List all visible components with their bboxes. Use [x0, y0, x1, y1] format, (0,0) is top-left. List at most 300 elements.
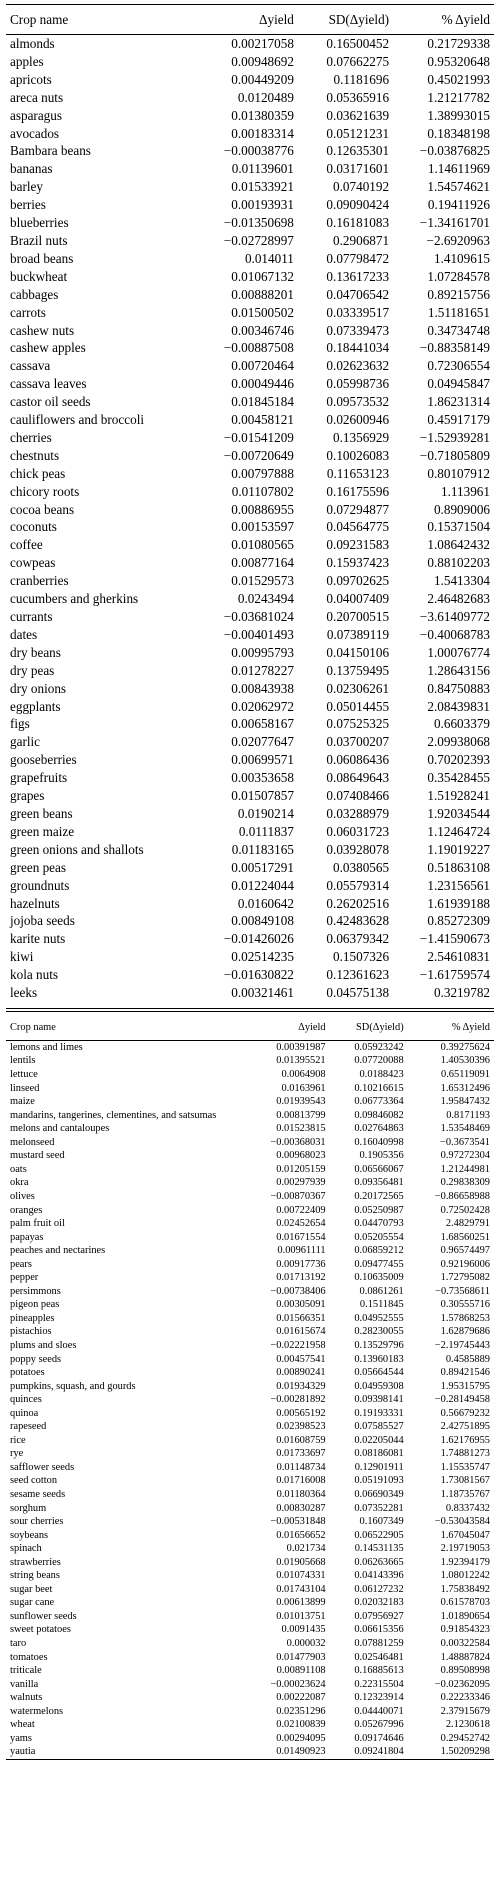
- cell-dyield: 0.00353658: [231, 770, 294, 786]
- cell-dyield: 0.00297939: [276, 1177, 326, 1189]
- cell-dyield: −0.00720649: [223, 447, 294, 463]
- table-row: [6, 1488, 494, 1502]
- cell-sd-dyield: 0.14531135: [354, 1543, 404, 1555]
- cell-crop-name: coconuts: [10, 519, 57, 535]
- cell-dyield: 0.01533921: [231, 179, 294, 195]
- cell-pct-dyield: 0.22233346: [440, 1692, 490, 1704]
- table-row: [6, 823, 494, 841]
- cell-dyield: 0.0120489: [237, 89, 294, 105]
- cell-dyield: 0.01490923: [276, 1746, 326, 1758]
- cell-pct-dyield: 1.4109615: [433, 250, 490, 266]
- column-header-crop-name: Crop name: [6, 5, 201, 35]
- cell-crop-name: cowpeas: [10, 555, 56, 571]
- cell-pct-dyield: 2.08439831: [427, 698, 490, 714]
- table-row: [6, 590, 494, 608]
- cell-dyield: 0.00346746: [231, 322, 294, 338]
- cell-crop-name: persimmons: [10, 1285, 61, 1297]
- cell-pct-dyield: 0.88102203: [427, 555, 490, 571]
- cell-sd-dyield: 0.05923242: [354, 1041, 404, 1053]
- cell-pct-dyield: 0.65119091: [441, 1069, 490, 1081]
- cell-dyield: 0.01139601: [231, 161, 294, 177]
- cell-crop-name: sesame seeds: [10, 1488, 66, 1500]
- cell-crop-name: cauliflowers and broccoli: [10, 412, 145, 428]
- table-row: [6, 196, 494, 214]
- cell-sd-dyield: 0.09477455: [354, 1258, 404, 1270]
- cell-sd-dyield: 0.03928078: [326, 841, 390, 857]
- cell-pct-dyield: 1.08012242: [440, 1570, 490, 1582]
- cell-sd-dyield: 0.09702625: [326, 573, 390, 589]
- table-row: [6, 1040, 494, 1054]
- table-row: [6, 1461, 494, 1475]
- cell-sd-dyield: 0.06127232: [354, 1583, 404, 1595]
- cell-pct-dyield: 1.38993015: [427, 107, 490, 123]
- cell-pct-dyield: 1.75838492: [440, 1583, 490, 1595]
- table-row: [6, 1339, 494, 1353]
- cell-dyield: 0.01013751: [276, 1610, 326, 1622]
- cell-sd-dyield: 0.16181083: [326, 215, 390, 231]
- cell-crop-name: tomatoes: [10, 1651, 48, 1663]
- table-row: [6, 662, 494, 680]
- cell-sd-dyield: 0.05365916: [326, 89, 390, 105]
- table-row: [6, 1285, 494, 1299]
- cell-dyield: 0.00968023: [276, 1150, 326, 1162]
- cell-sd-dyield: 0.06690349: [354, 1488, 404, 1500]
- cell-dyield: 0.0091435: [281, 1624, 326, 1636]
- table-row: [6, 178, 494, 196]
- cell-pct-dyield: −0.88358149: [419, 340, 490, 356]
- cell-sd-dyield: 0.12323914: [354, 1692, 404, 1704]
- cell-sd-dyield: 0.1607349: [359, 1516, 404, 1528]
- cell-dyield: 0.00890241: [276, 1367, 326, 1379]
- cell-dyield: 0.00565192: [276, 1407, 326, 1419]
- cell-pct-dyield: 0.92196006: [440, 1258, 490, 1270]
- cell-pct-dyield: 1.113961: [441, 483, 490, 499]
- cell-pct-dyield: 1.28643156: [427, 662, 490, 678]
- cell-dyield: 0.00886955: [231, 501, 294, 517]
- cell-crop-name: safflower seeds: [10, 1461, 75, 1473]
- cell-crop-name: pepper: [10, 1272, 39, 1284]
- cell-crop-name: avocados: [10, 125, 60, 141]
- table-row: [6, 268, 494, 286]
- cell-pct-dyield: 1.68560251: [440, 1231, 490, 1243]
- table-row: [6, 1678, 494, 1692]
- cell-dyield: 0.00305091: [276, 1299, 326, 1311]
- cell-dyield: 0.014011: [244, 250, 294, 266]
- cell-crop-name: green maize: [10, 823, 75, 839]
- cell-crop-name: watermelons: [10, 1705, 64, 1717]
- cell-pct-dyield: 1.61939188: [427, 895, 490, 911]
- cell-sd-dyield: 0.08186081: [354, 1448, 404, 1460]
- cell-sd-dyield: 0.02600946: [326, 412, 390, 428]
- cell-crop-name: karite nuts: [10, 931, 66, 947]
- table-row: [6, 107, 494, 125]
- cell-sd-dyield: 0.0188423: [359, 1069, 404, 1081]
- cell-pct-dyield: 1.65312496: [440, 1082, 490, 1094]
- table-row: [6, 1122, 494, 1136]
- cell-pct-dyield: −0.40068783: [419, 626, 490, 642]
- table-row: [6, 1637, 494, 1651]
- cell-crop-name: kiwi: [10, 949, 34, 965]
- table-header-row: [6, 1016, 494, 1041]
- cell-sd-dyield: 0.12361623: [326, 967, 390, 983]
- cell-sd-dyield: 0.26202516: [326, 895, 390, 911]
- cell-crop-name: pears: [10, 1258, 32, 1270]
- cell-sd-dyield: 0.05267996: [354, 1719, 404, 1731]
- cell-dyield: 0.00813799: [276, 1109, 326, 1121]
- cell-sd-dyield: 0.07339473: [326, 322, 390, 338]
- cell-pct-dyield: −1.52939281: [419, 429, 490, 445]
- cell-crop-name: walnuts: [10, 1692, 43, 1704]
- cell-dyield: 0.00849108: [231, 913, 294, 929]
- cell-dyield: 0.01107802: [231, 483, 294, 499]
- cell-crop-name: pumpkins, squash, and gourds: [10, 1380, 136, 1392]
- cell-dyield: 0.01500502: [231, 304, 294, 320]
- table-separator-double-rule: [6, 1008, 494, 1012]
- cell-sd-dyield: 0.06086436: [326, 752, 390, 768]
- cell-pct-dyield: 1.95315795: [440, 1380, 490, 1392]
- cell-dyield: 0.01743104: [276, 1583, 326, 1595]
- cell-dyield: −0.02728997: [223, 232, 294, 248]
- cell-dyield: 0.01934329: [276, 1380, 326, 1392]
- cell-crop-name: groundnuts: [10, 877, 70, 893]
- cell-pct-dyield: 2.19719053: [440, 1543, 490, 1555]
- cell-crop-name: hazelnuts: [10, 895, 60, 911]
- cell-pct-dyield: 1.21244981: [440, 1163, 490, 1175]
- cell-crop-name: asparagus: [10, 107, 62, 123]
- table-row: [6, 1745, 494, 1759]
- crop-yield-table-2: [6, 1016, 494, 1759]
- cell-pct-dyield: 0.8337432: [445, 1502, 490, 1514]
- cell-sd-dyield: 0.03288979: [326, 805, 390, 821]
- column-header-crop-name: Crop name: [6, 1016, 245, 1041]
- cell-sd-dyield: 0.10026083: [326, 447, 390, 463]
- cell-crop-name: broad beans: [10, 250, 74, 266]
- cell-pct-dyield: 0.00322584: [440, 1638, 490, 1649]
- cell-crop-name: oats: [10, 1163, 27, 1175]
- table-row: [6, 644, 494, 662]
- table-row: [6, 859, 494, 877]
- cell-sd-dyield: 0.09573532: [326, 394, 390, 410]
- cell-crop-name: green beans: [10, 805, 73, 821]
- cell-pct-dyield: 2.1230618: [445, 1719, 490, 1731]
- cell-crop-name: gooseberries: [10, 752, 77, 768]
- cell-pct-dyield: 0.3219782: [433, 985, 490, 1001]
- cell-pct-dyield: −0.02362095: [434, 1678, 490, 1690]
- cell-dyield: 0.00449209: [231, 71, 294, 87]
- table-row: [6, 751, 494, 769]
- cell-dyield: 0.02351296: [276, 1705, 326, 1717]
- table-row: [6, 1732, 494, 1746]
- table-row: [6, 1651, 494, 1665]
- table-row: [6, 787, 494, 805]
- cell-dyield: 0.01477903: [276, 1651, 326, 1663]
- cell-sd-dyield: 0.07881259: [354, 1638, 404, 1649]
- table2-bottom-rule: [6, 1759, 494, 1760]
- cell-crop-name: leeks: [10, 985, 38, 1001]
- cell-sd-dyield: 0.04959308: [354, 1380, 404, 1392]
- cell-dyield: 0.01523815: [276, 1123, 326, 1135]
- table-row: [6, 1312, 494, 1326]
- cell-dyield: 0.00877164: [231, 555, 294, 571]
- cell-pct-dyield: −1.34161701: [419, 215, 490, 231]
- cell-pct-dyield: 1.92394179: [440, 1556, 490, 1568]
- cell-crop-name: quinoa: [10, 1407, 39, 1419]
- cell-dyield: 0.01148734: [276, 1461, 326, 1473]
- cell-pct-dyield: 0.30555716: [440, 1299, 490, 1311]
- cell-pct-dyield: 0.8909006: [433, 501, 490, 517]
- cell-pct-dyield: 0.34734748: [427, 322, 490, 338]
- cell-crop-name: castor oil seeds: [10, 394, 91, 410]
- cell-sd-dyield: 0.09356481: [354, 1177, 404, 1189]
- cell-pct-dyield: 1.53548469: [440, 1123, 490, 1135]
- cell-sd-dyield: 0.02764863: [354, 1123, 404, 1135]
- cell-pct-dyield: 0.80107912: [427, 465, 490, 481]
- cell-sd-dyield: 0.19193331: [354, 1407, 404, 1419]
- document-page: [6, 4, 494, 1760]
- cell-sd-dyield: 0.02205044: [354, 1434, 404, 1446]
- cell-sd-dyield: 0.05250987: [354, 1204, 404, 1216]
- cell-dyield: −0.01350698: [223, 215, 294, 231]
- cell-sd-dyield: 0.07956927: [354, 1610, 404, 1622]
- cell-dyield: 0.00321461: [231, 985, 294, 1001]
- table-row: [6, 1529, 494, 1543]
- cell-sd-dyield: 0.13529796: [354, 1339, 404, 1351]
- cell-pct-dyield: 0.04945847: [427, 376, 490, 392]
- cell-pct-dyield: 0.91854323: [440, 1624, 490, 1636]
- table-row: [6, 769, 494, 787]
- table-row: [6, 715, 494, 733]
- cell-crop-name: barley: [10, 179, 43, 195]
- cell-dyield: 0.01716008: [276, 1475, 326, 1487]
- cell-dyield: −0.00401493: [223, 626, 294, 642]
- cell-sd-dyield: 0.16040998: [354, 1136, 404, 1148]
- table-row: [6, 966, 494, 984]
- cell-crop-name: apricots: [10, 71, 52, 87]
- cell-dyield: 0.00888201: [231, 286, 294, 302]
- cell-crop-name: potatoes: [10, 1367, 45, 1379]
- cell-dyield: 0.000032: [286, 1638, 326, 1649]
- column-header-sd-dyield: SD(Δyield): [294, 5, 389, 35]
- cell-dyield: 0.00183314: [231, 125, 294, 141]
- cell-dyield: −0.00738406: [270, 1285, 326, 1297]
- cell-sd-dyield: 0.1905356: [359, 1150, 404, 1162]
- cell-pct-dyield: 1.14611969: [427, 161, 490, 177]
- cell-crop-name: buckwheat: [10, 268, 68, 284]
- cell-dyield: 0.02062972: [231, 698, 294, 714]
- cell-pct-dyield: 0.19411926: [427, 197, 490, 213]
- table-row: [6, 1204, 494, 1218]
- cell-sd-dyield: 0.04706542: [326, 286, 390, 302]
- cell-sd-dyield: 0.10635009: [354, 1272, 404, 1284]
- cell-sd-dyield: 0.04564775: [326, 519, 390, 535]
- cell-pct-dyield: 1.08642432: [427, 537, 490, 553]
- crop-yield-table-1: [6, 5, 494, 1002]
- cell-dyield: 0.00699571: [231, 752, 294, 768]
- cell-dyield: 0.01080565: [231, 537, 294, 553]
- cell-pct-dyield: 0.4585889: [445, 1353, 490, 1365]
- cell-sd-dyield: 0.06615356: [354, 1624, 404, 1636]
- cell-dyield: 0.00222087: [276, 1692, 326, 1704]
- cell-crop-name: blueberries: [10, 215, 69, 231]
- cell-sd-dyield: 0.05998736: [326, 376, 390, 392]
- cell-crop-name: grapes: [10, 788, 45, 804]
- cell-crop-name: sugar beet: [10, 1583, 53, 1595]
- cell-crop-name: lettuce: [10, 1069, 38, 1081]
- cell-sd-dyield: 0.08649643: [326, 770, 390, 786]
- cell-sd-dyield: 0.09846082: [354, 1109, 404, 1121]
- cell-sd-dyield: 0.09174646: [354, 1732, 404, 1744]
- cell-sd-dyield: 0.16500452: [326, 36, 390, 51]
- cell-sd-dyield: 0.09241804: [354, 1746, 404, 1758]
- cell-dyield: 0.01529573: [231, 573, 294, 589]
- cell-pct-dyield: 0.21729338: [427, 36, 490, 51]
- cell-crop-name: plums and sloes: [10, 1339, 77, 1351]
- cell-crop-name: rapeseed: [10, 1421, 47, 1433]
- cell-pct-dyield: 1.72795082: [440, 1272, 490, 1284]
- cell-crop-name: chick peas: [10, 465, 66, 481]
- cell-crop-name: apples: [10, 53, 44, 69]
- cell-sd-dyield: 0.05014455: [326, 698, 390, 714]
- cell-dyield: 0.01671554: [276, 1231, 326, 1243]
- cell-sd-dyield: 0.05191093: [354, 1475, 404, 1487]
- cell-pct-dyield: 1.74881273: [440, 1448, 490, 1460]
- table-row: [6, 322, 494, 340]
- cell-sd-dyield: 0.06773364: [354, 1096, 404, 1108]
- cell-crop-name: seed cotton: [10, 1475, 58, 1487]
- cell-dyield: 0.0163961: [281, 1082, 326, 1094]
- cell-dyield: 0.00517291: [231, 859, 294, 875]
- cell-sd-dyield: 0.06379342: [326, 931, 390, 947]
- cell-dyield: 0.00948692: [231, 53, 294, 69]
- cell-dyield: 0.01224044: [231, 877, 294, 893]
- cell-dyield: 0.02077647: [231, 734, 294, 750]
- cell-dyield: 0.01380359: [231, 107, 294, 123]
- cell-sd-dyield: 0.03621639: [326, 107, 390, 123]
- table-row: [6, 142, 494, 160]
- table-row: [6, 1271, 494, 1285]
- cell-crop-name: sweet potatoes: [10, 1624, 71, 1636]
- cell-dyield: 0.00458121: [231, 412, 294, 428]
- table-row: [6, 429, 494, 447]
- cell-crop-name: pineapples: [10, 1312, 55, 1324]
- table-row: [6, 680, 494, 698]
- table-row: [6, 1434, 494, 1448]
- cell-dyield: 0.02514235: [231, 949, 294, 965]
- cell-sd-dyield: 0.09090424: [326, 197, 390, 213]
- cell-pct-dyield: −1.61759574: [419, 967, 490, 983]
- cell-dyield: −0.00870367: [270, 1190, 326, 1202]
- cell-crop-name: yams: [10, 1732, 32, 1744]
- cell-dyield: 0.00891108: [276, 1665, 326, 1677]
- cell-dyield: 0.01939543: [276, 1096, 326, 1108]
- cell-pct-dyield: −0.73568611: [435, 1285, 490, 1297]
- cell-pct-dyield: 0.95320648: [427, 53, 490, 69]
- cell-dyield: 0.00843938: [231, 680, 294, 696]
- cell-sd-dyield: 0.22315504: [354, 1678, 404, 1690]
- cell-crop-name: vanilla: [10, 1678, 39, 1690]
- cell-sd-dyield: 0.05664544: [354, 1367, 404, 1379]
- cell-crop-name: olives: [10, 1190, 35, 1202]
- cell-dyield: 0.00961111: [277, 1245, 326, 1257]
- cell-crop-name: chicory roots: [10, 483, 80, 499]
- cell-pct-dyield: 1.00076774: [427, 644, 490, 660]
- cell-pct-dyield: 1.54574621: [427, 179, 490, 195]
- cell-crop-name: soybeans: [10, 1529, 49, 1541]
- cell-sd-dyield: 0.13759495: [326, 662, 390, 678]
- cell-dyield: 0.00457541: [276, 1353, 326, 1365]
- table-row: [6, 1718, 494, 1732]
- cell-pct-dyield: 0.61578703: [440, 1597, 490, 1609]
- cell-dyield: 0.01074331: [276, 1570, 326, 1582]
- cell-dyield: 0.01067132: [231, 268, 294, 284]
- cell-dyield: −0.01630822: [223, 967, 294, 983]
- cell-dyield: −0.01426026: [223, 931, 294, 947]
- table-row: [6, 375, 494, 393]
- cell-sd-dyield: 0.0740192: [333, 179, 390, 195]
- cell-crop-name: cherries: [10, 429, 52, 445]
- table-row: [6, 805, 494, 823]
- table-row: [6, 1136, 494, 1150]
- table-row: [6, 518, 494, 536]
- cell-dyield: −0.00023624: [270, 1678, 326, 1690]
- cell-sd-dyield: 0.02306261: [326, 680, 390, 696]
- table-row: [6, 447, 494, 465]
- table-row: [6, 1095, 494, 1109]
- cell-crop-name: mandarins, tangerines, clementines, and satsumas: [10, 1109, 217, 1121]
- cell-pct-dyield: 2.09938068: [427, 734, 490, 750]
- table-row: [6, 250, 494, 268]
- cell-crop-name: berries: [10, 197, 46, 213]
- cell-crop-name: cocoa beans: [10, 501, 75, 517]
- cell-dyield: 0.0111837: [238, 823, 294, 839]
- cell-dyield: 0.00217058: [231, 36, 294, 51]
- cell-pct-dyield: 1.18735767: [440, 1488, 490, 1500]
- cell-crop-name: maize: [10, 1096, 35, 1108]
- cell-crop-name: rye: [10, 1448, 24, 1460]
- cell-crop-name: dates: [10, 626, 38, 642]
- cell-sd-dyield: 0.06566067: [354, 1163, 404, 1175]
- table-row: [6, 1542, 494, 1556]
- cell-pct-dyield: −0.28149458: [434, 1394, 490, 1406]
- cell-sd-dyield: 0.07798472: [326, 250, 390, 266]
- cell-dyield: 0.02452654: [276, 1218, 326, 1230]
- table-row: [6, 1325, 494, 1339]
- cell-sd-dyield: 0.09398141: [354, 1394, 404, 1406]
- table-row: [6, 1705, 494, 1719]
- cell-dyield: −0.00368031: [270, 1136, 326, 1148]
- cell-pct-dyield: 1.57868253: [440, 1312, 490, 1324]
- cell-crop-name: poppy seeds: [10, 1353, 62, 1365]
- cell-crop-name: yautia: [10, 1746, 36, 1758]
- cell-pct-dyield: 2.46482683: [427, 591, 490, 607]
- cell-sd-dyield: 0.07352281: [354, 1502, 404, 1514]
- table-row: [6, 841, 494, 859]
- table-row: [6, 1393, 494, 1407]
- cell-crop-name: cranberries: [10, 573, 69, 589]
- table-row: [6, 1583, 494, 1597]
- table-row: [6, 1190, 494, 1204]
- cell-crop-name: garlic: [10, 734, 41, 750]
- table-row: [6, 1596, 494, 1610]
- cell-crop-name: cabbages: [10, 286, 59, 302]
- cell-dyield: −0.00038776: [223, 143, 294, 159]
- cell-pct-dyield: 0.89508998: [440, 1665, 490, 1677]
- cell-sd-dyield: 0.13617233: [326, 268, 390, 284]
- cell-pct-dyield: 0.29838309: [440, 1177, 490, 1189]
- cell-dyield: 0.00830287: [276, 1502, 326, 1514]
- cell-pct-dyield: 1.5413304: [433, 573, 490, 589]
- table-row: [6, 1231, 494, 1245]
